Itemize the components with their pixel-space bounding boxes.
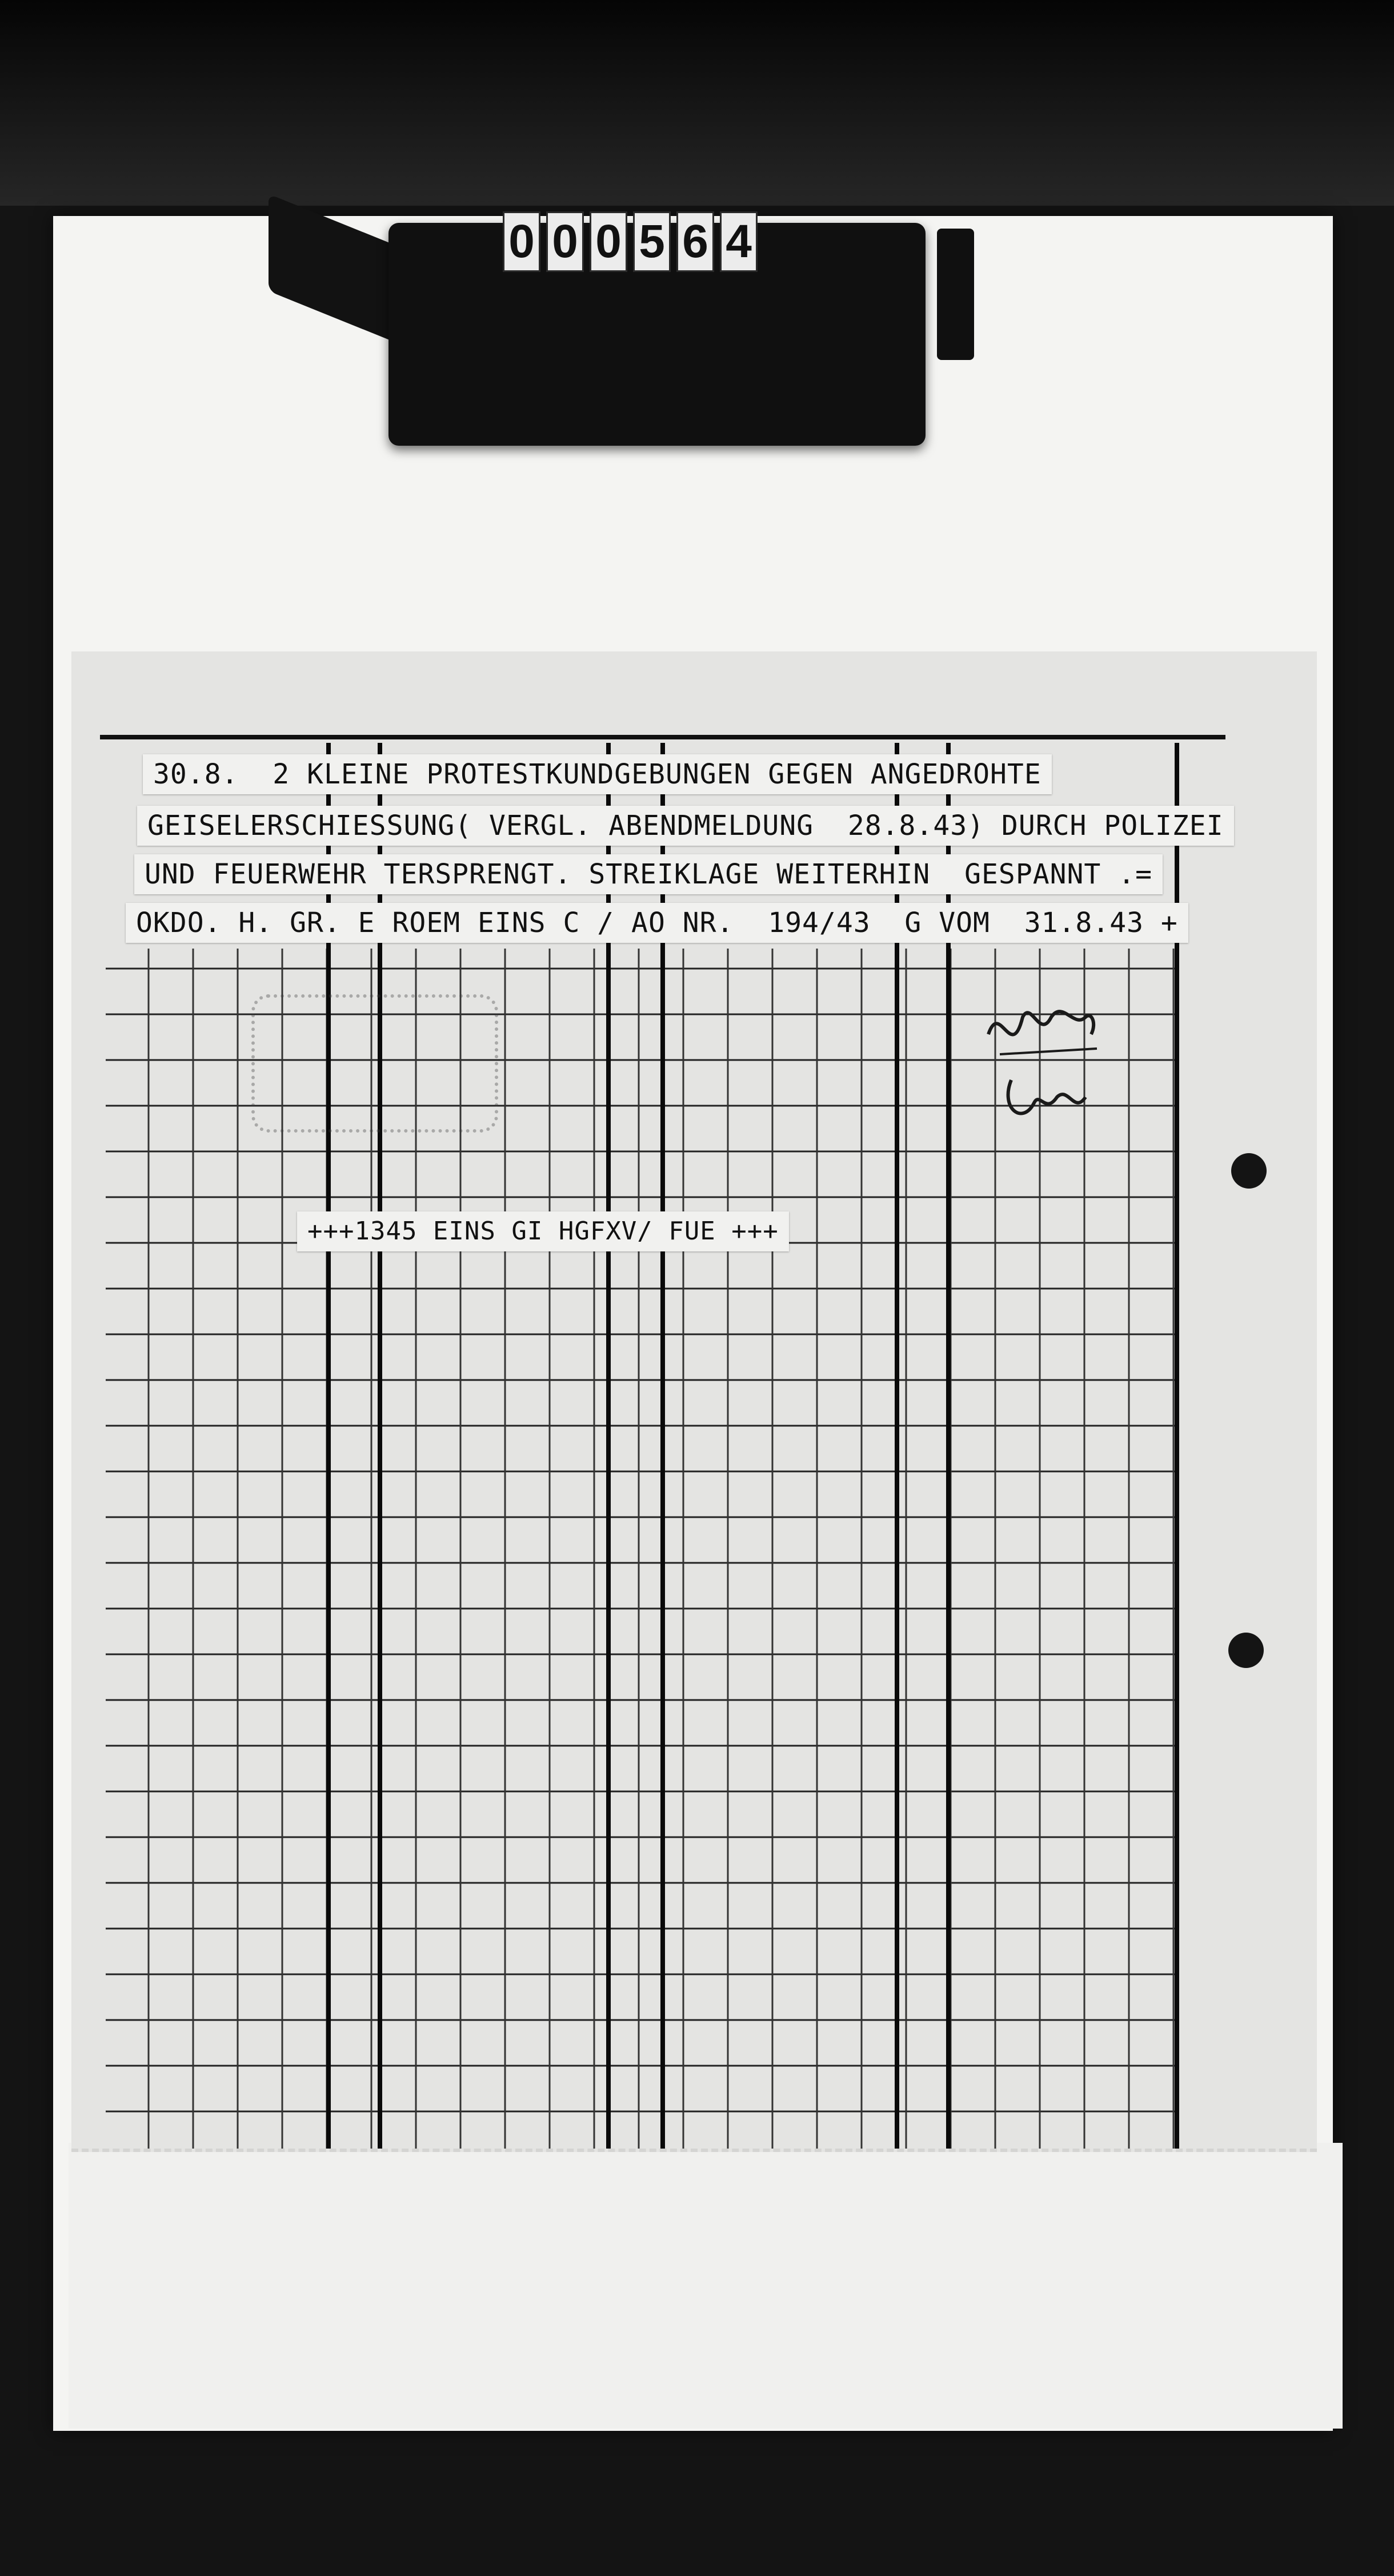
counter-digit: 4: [720, 211, 758, 272]
teletype-strip-4: OKDO. H. GR. E ROEM EINS C / AO NR. 194/43 G VOM 31.8.43 +: [126, 903, 1188, 943]
backing-sheet-lower: [69, 2143, 1343, 2429]
punch-hole-lower: [1228, 1633, 1264, 1668]
counter-digit: 0: [503, 211, 540, 272]
punch-hole-upper: [1231, 1153, 1267, 1189]
teletype-strip-3: UND FEUERWEHR TERSPRENGT. STREIKLAGE WEITERHIN GESPANNT .=: [134, 854, 1163, 894]
counter-digit: 0: [590, 211, 627, 272]
teletype-strip-2: GEISELERSCHIESSUNG( VERGL. ABENDMELDUNG 28.8.43) DURCH POLIZEI: [137, 806, 1234, 846]
routing-strip: +++1345 EINS GI HGFXV/ FUE +++: [297, 1211, 789, 1251]
counter-digit: 5: [633, 211, 671, 272]
counter-digit: 0: [546, 211, 584, 272]
frame-counter: [503, 211, 758, 274]
grid-lines: [100, 737, 1225, 2149]
teletype-strip-1: 30.8. 2 KLEINE PROTESTKUNDGEBUNGEN GEGEN ANGEDROHTE: [143, 754, 1052, 794]
film-border: [0, 0, 1394, 206]
counter-digit: 6: [676, 211, 714, 272]
faded-stamp: [251, 994, 498, 1133]
counter-clip-right: [937, 229, 974, 360]
handwritten-initials-icon: [977, 994, 1125, 1143]
